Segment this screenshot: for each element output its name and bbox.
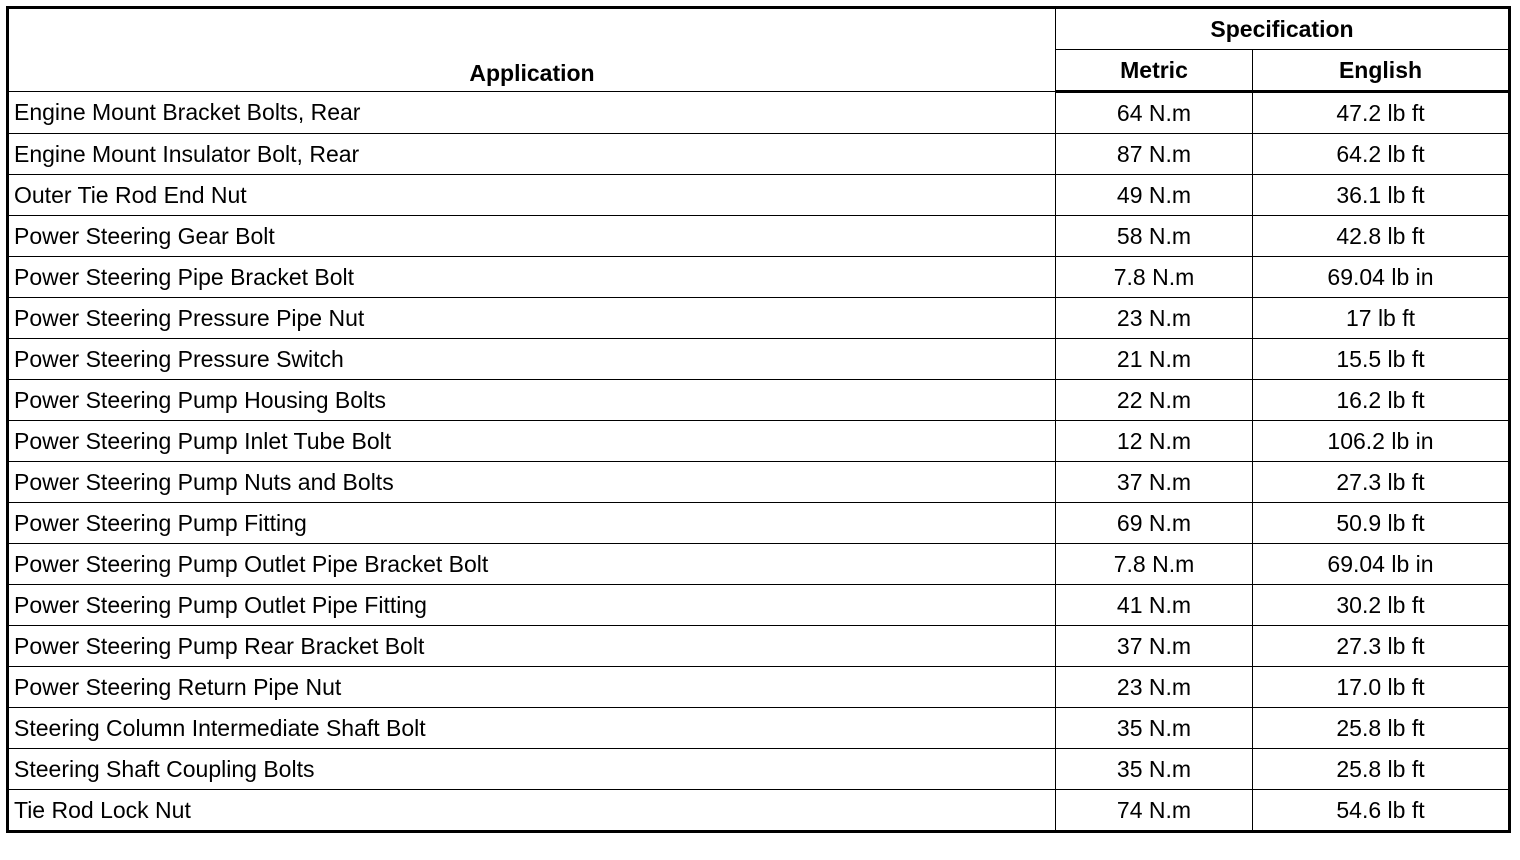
english-value-cell: 25.8 lb ft bbox=[1253, 749, 1510, 790]
english-value-cell: 69.04 lb in bbox=[1253, 257, 1510, 298]
english-value-cell: 106.2 lb in bbox=[1253, 421, 1510, 462]
english-value-cell: 47.2 lb ft bbox=[1253, 92, 1510, 134]
torque-spec-table bbox=[6, 6, 1511, 833]
application-cell: Power Steering Pump Housing Bolts bbox=[8, 380, 1056, 421]
table-row bbox=[8, 790, 1510, 832]
english-value-cell: 25.8 lb ft bbox=[1253, 708, 1510, 749]
application-cell: Power Steering Pressure Switch bbox=[8, 339, 1056, 380]
metric-value-cell: 12 N.m bbox=[1056, 421, 1253, 462]
application-cell: Steering Shaft Coupling Bolts bbox=[8, 749, 1056, 790]
metric-value-cell: 58 N.m bbox=[1056, 216, 1253, 257]
application-cell: Power Steering Pressure Pipe Nut bbox=[8, 298, 1056, 339]
table-row bbox=[8, 380, 1510, 421]
table-body bbox=[8, 92, 1510, 832]
application-cell: Outer Tie Rod End Nut bbox=[8, 175, 1056, 216]
table-row bbox=[8, 749, 1510, 790]
english-value-cell: 50.9 lb ft bbox=[1253, 503, 1510, 544]
metric-value-cell: 49 N.m bbox=[1056, 175, 1253, 216]
english-value-cell: 15.5 lb ft bbox=[1253, 339, 1510, 380]
english-value-cell: 27.3 lb ft bbox=[1253, 626, 1510, 667]
table-row bbox=[8, 421, 1510, 462]
english-value-cell: 16.2 lb ft bbox=[1253, 380, 1510, 421]
english-value-cell: 36.1 lb ft bbox=[1253, 175, 1510, 216]
metric-value-cell: 23 N.m bbox=[1056, 298, 1253, 339]
application-cell: Engine Mount Bracket Bolts, Rear bbox=[8, 92, 1056, 134]
table-row bbox=[8, 257, 1510, 298]
table-row bbox=[8, 585, 1510, 626]
metric-value-cell: 7.8 N.m bbox=[1056, 257, 1253, 298]
application-cell: Power Steering Pipe Bracket Bolt bbox=[8, 257, 1056, 298]
metric-value-cell: 74 N.m bbox=[1056, 790, 1253, 832]
english-value-cell: 17.0 lb ft bbox=[1253, 667, 1510, 708]
application-cell: Power Steering Pump Nuts and Bolts bbox=[8, 462, 1056, 503]
application-cell: Power Steering Pump Inlet Tube Bolt bbox=[8, 421, 1056, 462]
table-row bbox=[8, 134, 1510, 175]
specification-column-header: Specification bbox=[1056, 8, 1510, 50]
metric-value-cell: 37 N.m bbox=[1056, 626, 1253, 667]
application-cell: Power Steering Pump Fitting bbox=[8, 503, 1056, 544]
metric-value-cell: 37 N.m bbox=[1056, 462, 1253, 503]
table-header bbox=[8, 8, 1510, 92]
application-column-header: Application bbox=[8, 8, 1056, 92]
english-value-cell: 30.2 lb ft bbox=[1253, 585, 1510, 626]
application-cell: Engine Mount Insulator Bolt, Rear bbox=[8, 134, 1056, 175]
english-value-cell: 54.6 lb ft bbox=[1253, 790, 1510, 832]
metric-value-cell: 87 N.m bbox=[1056, 134, 1253, 175]
metric-value-cell: 23 N.m bbox=[1056, 667, 1253, 708]
table-row bbox=[8, 92, 1510, 134]
table-row bbox=[8, 708, 1510, 749]
application-cell: Steering Column Intermediate Shaft Bolt bbox=[8, 708, 1056, 749]
table-row bbox=[8, 462, 1510, 503]
application-cell: Tie Rod Lock Nut bbox=[8, 790, 1056, 832]
english-value-cell: 42.8 lb ft bbox=[1253, 216, 1510, 257]
english-value-cell: 17 lb ft bbox=[1253, 298, 1510, 339]
application-cell: Power Steering Pump Outlet Pipe Bracket Bolt bbox=[8, 544, 1056, 585]
metric-value-cell: 64 N.m bbox=[1056, 92, 1253, 134]
metric-value-cell: 69 N.m bbox=[1056, 503, 1253, 544]
english-value-cell: 27.3 lb ft bbox=[1253, 462, 1510, 503]
english-column-header: English bbox=[1253, 50, 1510, 92]
table-row bbox=[8, 544, 1510, 585]
metric-value-cell: 35 N.m bbox=[1056, 708, 1253, 749]
metric-column-header: Metric bbox=[1056, 50, 1253, 92]
application-cell: Power Steering Pump Outlet Pipe Fitting bbox=[8, 585, 1056, 626]
table-row bbox=[8, 626, 1510, 667]
table-row bbox=[8, 216, 1510, 257]
application-cell: Power Steering Gear Bolt bbox=[8, 216, 1056, 257]
table-row bbox=[8, 298, 1510, 339]
english-value-cell: 64.2 lb ft bbox=[1253, 134, 1510, 175]
table-row bbox=[8, 667, 1510, 708]
table-row bbox=[8, 175, 1510, 216]
table-row bbox=[8, 339, 1510, 380]
header-row-top bbox=[8, 8, 1510, 50]
metric-value-cell: 22 N.m bbox=[1056, 380, 1253, 421]
application-cell: Power Steering Pump Rear Bracket Bolt bbox=[8, 626, 1056, 667]
metric-value-cell: 7.8 N.m bbox=[1056, 544, 1253, 585]
metric-value-cell: 21 N.m bbox=[1056, 339, 1253, 380]
metric-value-cell: 35 N.m bbox=[1056, 749, 1253, 790]
english-value-cell: 69.04 lb in bbox=[1253, 544, 1510, 585]
application-cell: Power Steering Return Pipe Nut bbox=[8, 667, 1056, 708]
table-row bbox=[8, 503, 1510, 544]
metric-value-cell: 41 N.m bbox=[1056, 585, 1253, 626]
